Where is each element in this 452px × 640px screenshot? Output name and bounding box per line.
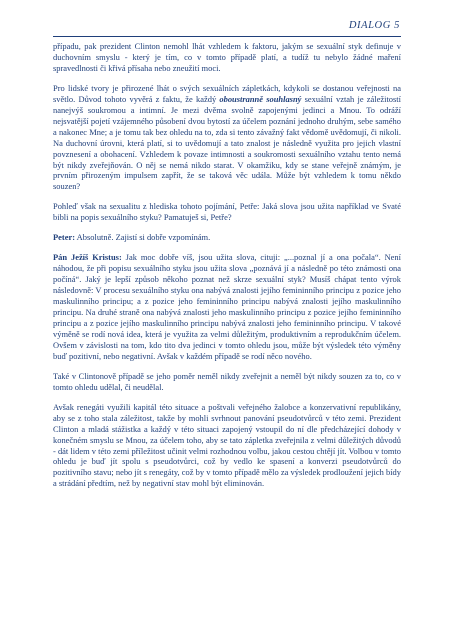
paragraph-text: sexuální vztah je záležitostí nanejvýš soukromou a intimní. Je mezi dvěma svolně zapojenými jedinci a Mnou. To odráží nejsvatější pojetí vzájemného působení dvou bytostí za účelem poznání jednoho druhým, sebe samého a nakonec Mne; a je tomu tak bez ohledu na to, zda si tento závažný fakt vědomě uvědomují, či nikoli. Na duchovní úrovni, která platí, si to uvědomují a tato znalost je následně využita pro jejich vlastní povznesení a obohacení. Vzhledem k povaze intimnosti a soukromosti sexuálního vztahu tento nemá být nikdy zveřejňován. O něj se nemá nikdo starat. V okamžiku, kdy se stane veřejně známým, je prvním přirozeným impulsem zapřít, že se taková věc udála. Může být vzhledem k tomu někdo souzen? (53, 93, 401, 192)
emphasis-text: oboustranně souhlasný (219, 93, 302, 104)
paragraph-5 (53, 252, 401, 362)
paragraph-3 (53, 201, 401, 223)
header-rule (53, 36, 401, 37)
paragraph-2 (53, 83, 401, 193)
page-header: DIALOG 5 (348, 20, 400, 31)
paragraph-6 (53, 371, 401, 393)
speaker-label: Pán Ježíš Kristus: (53, 252, 122, 263)
document-body (53, 41, 401, 498)
paragraph-4 (53, 232, 401, 243)
paragraph-text: Také v Clintonově případě se jeho poměr neměl nikdy zveřejnit a neměl být nikdy souzen za to, co v tomto ohledu udělal, či neudělal. (53, 370, 401, 392)
speaker-label: Peter: (53, 232, 76, 243)
paragraph-1 (53, 41, 401, 74)
paragraph-text: Pohleď však na sexualitu z hlediska tohoto pojímání, Petře: Jaká slova jsou užita například ve Svaté bibli na popis sexuálního styku? Pamatuješ si, Petře? (53, 201, 401, 223)
paragraph-text: Pro lidské tvory je přirozené lhát o svých sexuálních zápletkách, kdykoli se dostanou veřejnosti na světlo. Důvod tohoto vyvěrá z faktu, že každý (53, 82, 401, 104)
paragraph-text: Absolutně. Zajistí si dobře vzpomínám. (75, 232, 211, 243)
paragraph-text: Jak moc dobře víš, jsou užita slova, cituji: „...poznal jí a ona počala“. Není náhodou, že při popisu sexuálního styku jsou užita slova „poznává jí a následně po této známosti ona počíná“. Jaký je lepší způsob někoho poznat než skrze sexuální styk? Musíš chápat tento výrok následovně: V procesu sexuálního styku ona nabývá znalosti jejího femininního principu z pozice jeho maskulinního principu; a z pozice jeho femininního principu nabývá znalosti jejího maskulinního principu. Na druhé straně ona nabývá znalosti jeho maskulinního principu z pozice jejího femininního principu a z pozice jejího maskulinního principu nabývá znalosti jeho femininního principu. V takové výměně se rodí nová idea, která je využita za velmi důležitým, produktivním a reprodukčním účelem. Ovšem v závislosti na tom, kdo tito dva jedinci v tomto ohledu jsou, může být výsledek této výměny buď pozitivní, nebo negativní. Avšak v každém případě se rodí něco nového. (53, 252, 401, 361)
paragraph-7 (53, 402, 401, 490)
paragraph-text: případu, pak prezident Clinton nemohl lhát vzhledem k faktoru, jakým se sexuální styk definuje v duchovním smyslu - který je tím, co v tomto případě platí, a tudíž tu nebylo žádné maření spravedlnosti či křivá přísaha nebo zneužití moci. (53, 41, 401, 73)
paragraph-text: Avšak renegáti využili kapitál této situace a poštvali veřejného žalobce a konzervativní republikány, aby se z toho stala záležitost, takže by mohli svrhnout panování pseudotvůrců v této zemi. Prezident Clinton a mladá stážistka a každý v této situaci zapojený vstoupil do ní dle předcházející dohody v konečném smyslu se Mnou, za účelem toho, aby se tato zápletka zveřejnila z velmi důležitých důvodů - dát lidem v této zemi příležitost učinit velmi rozhodnou volbu, jakou cestou chtějí jít. Volbou v tomto ohledu je buď jít spolu s pseudotvůrci, což by vedlo ke spasení a konverzi pseudotvůrců do pozitivního stavu; nebo jít s renegáty, což by v tomto případě mělo za výsledek prodloužení jejich bídy a strádání předtím, než by negativní stav mohl být eliminován. (53, 401, 401, 489)
